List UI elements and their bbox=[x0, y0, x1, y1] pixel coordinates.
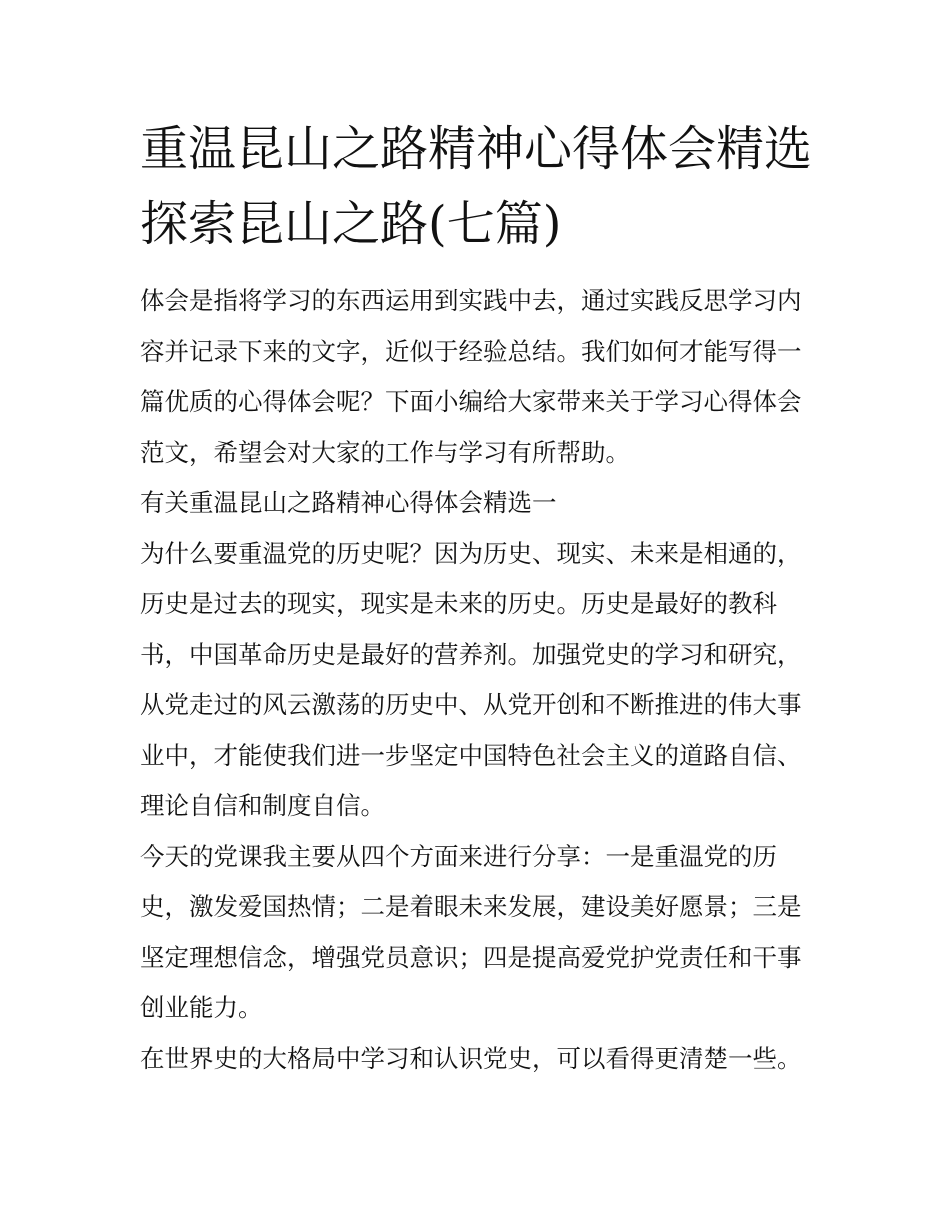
body-paragraph: 今天的党课我主要从四个方面来进行分享：一是重温党的历史，激发爱国热情；二是着眼未来发展，建设美好愿景；三是坚定理想信念，增强党员意识；四是提高爱党护党责任和干事创业能力。 bbox=[140, 841, 802, 1022]
document-page bbox=[140, 112, 820, 1084]
body-paragraph: 为什么要重温党的历史呢？因为历史、现实、未来是相通的，历史是过去的现实，现实是未来的历史。历史是最好的教科书，中国革命历史是最好的营养剂。加强党史的学习和研究，从党走过的风云激荡的历史中、从党开创和不断推进的伟大事业中，才能使我们进一步坚定中国特色社会主义的道路自信、理论自信和制度自信。 bbox=[140, 538, 802, 820]
section-heading: 有关重温昆山之路精神心得体会精选一 bbox=[140, 488, 557, 517]
body-paragraph: 在世界史的大格局中学习和认识党史，可以看得更清楚一些。 bbox=[140, 1043, 802, 1073]
document-title: 重温昆山之路精神心得体会精选 探索昆山之路(七篇) bbox=[140, 121, 813, 252]
intro-paragraph: 体会是指将学习的东西运用到实践中去，通过实践反思学习内容并记录下来的文字，近似于经验总结。我们如何才能写得一篇优质的心得体会呢？下面小编给大家带来关于学习心得体会范文，希望会对大家的工作与学习有所帮助。 bbox=[140, 286, 802, 467]
